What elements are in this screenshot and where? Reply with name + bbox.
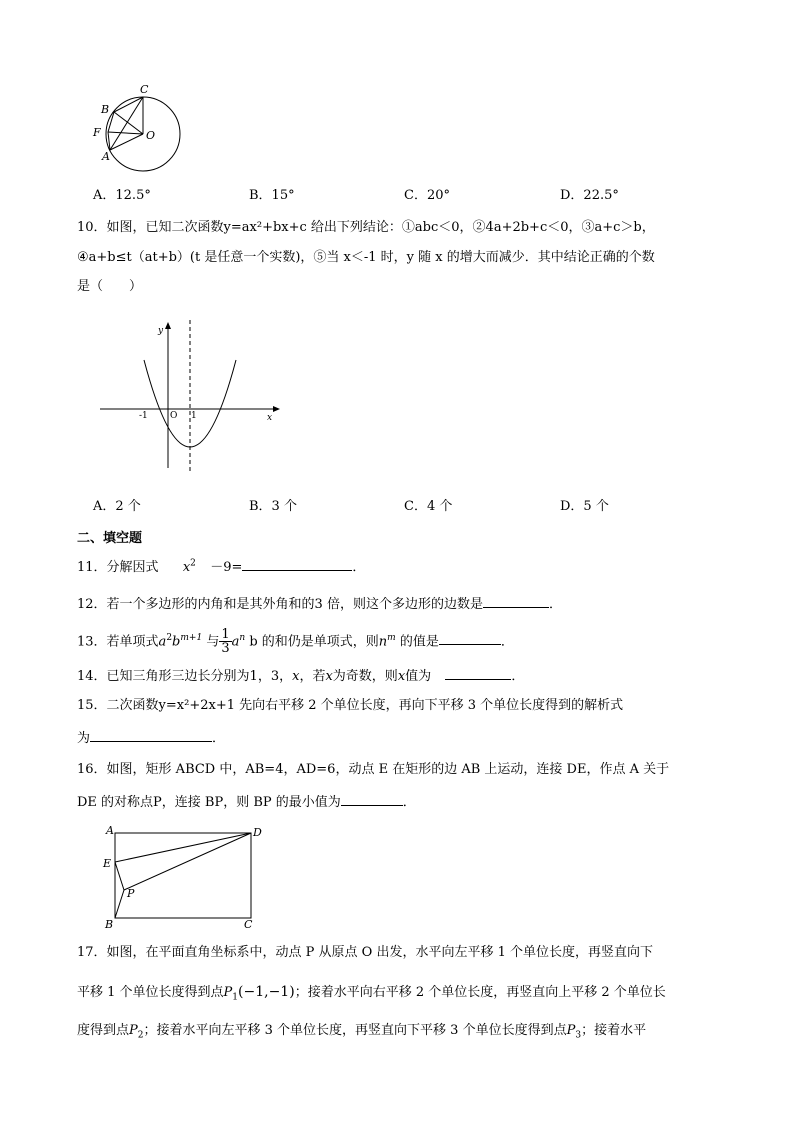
q14-tail: 值为 [405,669,432,684]
q13-frac-num: 1 [221,627,230,643]
q17-p1: P [223,985,233,1000]
label-b: B [105,918,114,931]
label-e: E [103,857,112,870]
segment-bp [115,890,124,918]
q16-answer-blank[interactable] [341,793,403,806]
q17-line2-prefix: 平移 1 个单位长度得到点 [77,985,224,1000]
q13-b-exp: m+1 [180,633,203,643]
label-c: C [140,83,149,96]
q17-p1-sub: 1 [232,992,239,1003]
q17-line2-rest: ；接着水平向右平移 2 个单位长度，再竖直向上平移 2 个单位长 [294,985,666,1000]
q13-n-exp: m [387,633,396,643]
parabola-figure [96,318,286,474]
q13-mid: 与 [206,634,220,650]
q11-end: ． [352,560,366,575]
q12-end: ． [548,597,562,612]
segment-bo [114,112,143,134]
q13-prefix: 13．若单项式 [77,634,159,650]
q14-end: ． [511,669,525,684]
q11-answer-blank[interactable] [242,558,352,571]
q10-line-2: ④a+b≤t（at+b）(t 是任意一个实数)，⑤当 x＜-1 时，y 随 x 的增大而减少．其中结论正确的个数 [77,250,655,265]
q14-mid2: 为奇数，则 [332,669,398,684]
q14-x1: x [292,669,300,684]
q16-end: ． [402,795,416,810]
q9-option-d[interactable]: D．22.5° [560,188,619,203]
q16-line-2 [77,793,416,809]
label-a: A [106,824,114,837]
q11-line [77,558,365,574]
q11-exp: 2 [190,558,196,569]
tick-label-1: 1 [191,411,197,421]
x-axis-label: x [267,413,273,423]
q13-a: a [158,634,167,650]
q11-x: x [182,560,191,575]
q10-option-d[interactable]: D．5 个 [560,499,609,514]
q17-line-1: 17．如图，在平面直角坐标系中，动点 P 从原点 O 出发，水平向左平移 1 个单位长度，再竖直向下 [77,945,654,960]
q13-a2: a [231,634,240,650]
q15-answer-blank[interactable] [90,729,212,742]
q17-line3-rest: ；接着水平 [581,1023,647,1038]
q9-option-a[interactable]: A．12.5° [93,188,151,203]
label-o: O [146,129,156,142]
y-axis-label: y [158,326,164,336]
q9-option-c[interactable]: C．20° [404,188,450,203]
q14-line [77,667,524,683]
q17-line-2 [77,985,666,1003]
label-d: D [253,826,262,839]
q12-answer-blank[interactable] [483,595,549,608]
segment-ed [115,833,251,862]
q14-mid: ，若 [299,669,326,684]
q10-option-a[interactable]: A．2 个 [93,499,141,514]
q16-line-1: 16．如图，矩形 ABCD 中，AB=4，AD=6，动点 E 在矩形的边 AB 上运动，连接 DE，作点 A 关于 [77,762,670,777]
q17-line-3 [77,1024,646,1041]
q14-x2: x [325,669,333,684]
label-c: C [244,918,253,931]
q13-frac-den: 3 [221,641,230,657]
q11-rest: －9= [210,560,243,575]
q14-x3: x [397,669,406,684]
q13-n: n [378,634,388,650]
q13-a-exp: 2 [166,633,173,643]
q13-tail: 的值是 [399,634,439,650]
label-b: B [101,103,110,116]
q11-prefix: 11．分解因式 [77,560,159,575]
q10-option-c[interactable]: C．4 个 [404,499,453,514]
q10-line-3: 是（ ） [77,279,143,294]
rectangle-abcd [115,833,251,918]
q13-fraction [219,628,231,655]
label-a: A [102,150,110,163]
y-axis-arrow [165,322,171,329]
rectangle-figure [100,822,270,932]
q15-line2-prefix: 为 [77,731,91,746]
q10-line-1: 10．如图，已知二次函数y=ax²+bx+c 给出下列结论：①abc＜0，②4a+2b+c＜0，③a+c＞b， [77,220,655,235]
label-p: P [127,887,135,900]
q12-line [77,595,562,611]
q17-p2-sub: 2 [137,1030,144,1041]
q9-option-b[interactable]: B．15° [249,188,295,203]
segment-fo [108,132,143,134]
q13-line [77,624,514,657]
q13-rest: b 的和仍是单项式，则 [249,634,379,650]
q15-line-1: 15．二次函数y=x²+2x+1 先向右平移 2 个单位长度，再向下平移 3 个单位长度得到的解析式 [77,698,624,713]
q13-answer-blank[interactable] [439,632,501,645]
label-f: F [93,126,101,139]
x-axis-arrow [273,406,280,412]
q17-p1-coord: (−1,−1) [238,984,295,1000]
q16-line2-text: DE 的对称点P，连接 BP，则 BP 的最小值为 [77,795,341,810]
q13-end: ． [500,634,514,650]
q17-p2: P [129,1023,138,1038]
segment-ep [115,862,124,890]
q10-option-b[interactable]: B．3 个 [249,499,297,514]
q13-b: b [172,634,181,650]
circle-figure [88,82,188,174]
section-heading: 二、填空题 [77,531,143,546]
q15-line-2 [77,729,225,745]
q14-answer-blank[interactable] [445,667,511,680]
tick-label-neg1: -1 [139,411,148,421]
q17-p3-sub: 3 [575,1030,582,1041]
q17-line3-prefix: 度得到点 [77,1023,130,1038]
q12-text: 12．若一个多边形的内角和是其外角和的3 倍，则这个多边形的边数是 [77,597,483,612]
origin-label: O [170,411,178,421]
q13-a2-exp: n [239,633,246,643]
q15-end: ． [212,731,226,746]
q17-line3-mid: ；接着水平向左平移 3 个单位长度，再竖直向下平移 3 个单位长度得到点 [143,1023,567,1038]
q17-p3: P [566,1023,576,1038]
q14-prefix: 14．已知三角形三边长分别为1，3， [77,669,293,684]
segment-pd [124,833,251,890]
